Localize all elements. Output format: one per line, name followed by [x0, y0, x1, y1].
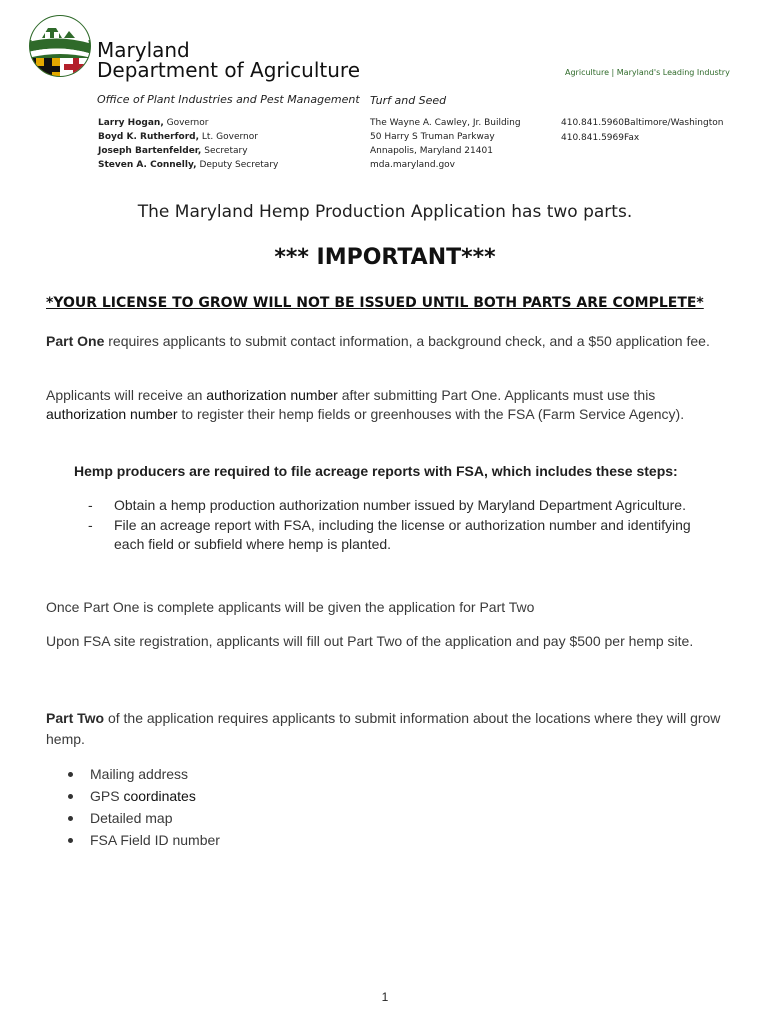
dash-marker: - — [88, 497, 93, 513]
address-line: The Wayne A. Cawley, Jr. Building — [370, 118, 521, 128]
bullet-icon — [68, 794, 73, 799]
list-item: GPS coordinates — [66, 785, 566, 807]
part-one-paragraph: Part One requires applicants to submit contact information, a background check, and a $50 application fee. — [46, 333, 710, 349]
fax-label: Fax — [624, 133, 640, 143]
list-item: - Obtain a hemp production authorization number issued by Maryland Department Agriculture. — [88, 497, 686, 513]
dash-marker: - — [88, 517, 93, 533]
part-one-label: Part One — [46, 333, 105, 349]
list-item: Detailed map — [66, 807, 566, 829]
steps-list — [88, 496, 698, 555]
page-number: 1 — [381, 990, 389, 1004]
agency-name-line-2: Department of Agriculture — [97, 58, 361, 82]
address-line: Annapolis, Maryland 21401 — [370, 146, 493, 156]
part-two-label: Part Two — [46, 710, 105, 726]
phone-number: 410.841.5960 — [561, 118, 624, 128]
authorization-term: authorization number — [46, 406, 178, 422]
authorization-paragraph: Applicants will receive an authorization number after submitting Part One. Applicants must use this authorization number to register their hemp fields or greenhouses with the FSA (Farm Service Agency). — [46, 387, 685, 422]
license-warning: *YOUR LICENSE TO GROW WILL NOT BE ISSUED UNTIL BOTH PARTS ARE COMPLETE* — [46, 295, 704, 311]
official: Boyd K. Rutherford, Lt. Governor — [98, 132, 258, 142]
authorization-term: authorization number — [206, 387, 338, 403]
important-heading: *** IMPORTANT*** — [274, 245, 496, 270]
mailing-address — [370, 116, 521, 172]
upon-fsa-paragraph: Upon FSA site registration, applicants will fill out Part Two of the application and pay $500 per hemp site. — [46, 633, 694, 649]
bullet-icon — [68, 772, 73, 777]
website-link[interactable]: mda.maryland.gov — [370, 160, 456, 170]
official: Steven A. Connelly, Deputy Secretary — [98, 160, 279, 170]
bullet-icon — [68, 838, 73, 843]
agency-tagline: Agriculture | Maryland's Leading Industry — [565, 68, 730, 77]
address-line: 50 Harry S Truman Parkway — [370, 132, 495, 142]
list-item: Mailing address — [66, 763, 566, 785]
list-item: FSA Field ID number — [66, 829, 566, 851]
mda-logo-icon — [28, 14, 92, 78]
official: Joseph Bartenfelder, Secretary — [98, 146, 248, 156]
agency-name-line-1: Maryland — [97, 38, 190, 62]
phone-label: Baltimore/Washington — [624, 118, 724, 128]
official: Larry Hogan, Governor — [98, 118, 209, 128]
office-title: Office of Plant Industries and Pest Management — [97, 93, 360, 106]
fax-number: 410.841.5969 — [561, 133, 624, 143]
requirements-list — [66, 763, 566, 851]
bullet-icon — [68, 816, 73, 821]
department-title: Turf and Seed — [370, 94, 447, 107]
once-part-one-paragraph: Once Part One is complete applicants will be given the application for Part Two — [46, 599, 535, 615]
fsa-requirement-note: Hemp producers are required to file acreage reports with FSA, which includes these steps: — [74, 463, 678, 479]
officials-list — [98, 116, 278, 172]
part-two-paragraph: Part Two of the application requires applicants to submit information about the locations where they will grow hemp. — [46, 710, 721, 747]
intro-heading: The Maryland Hemp Production Application has two parts. — [137, 202, 633, 222]
list-item: - File an acreage report with FSA, including the license or authorization number and identifying each field or subfield where hemp is planted. — [88, 517, 691, 552]
